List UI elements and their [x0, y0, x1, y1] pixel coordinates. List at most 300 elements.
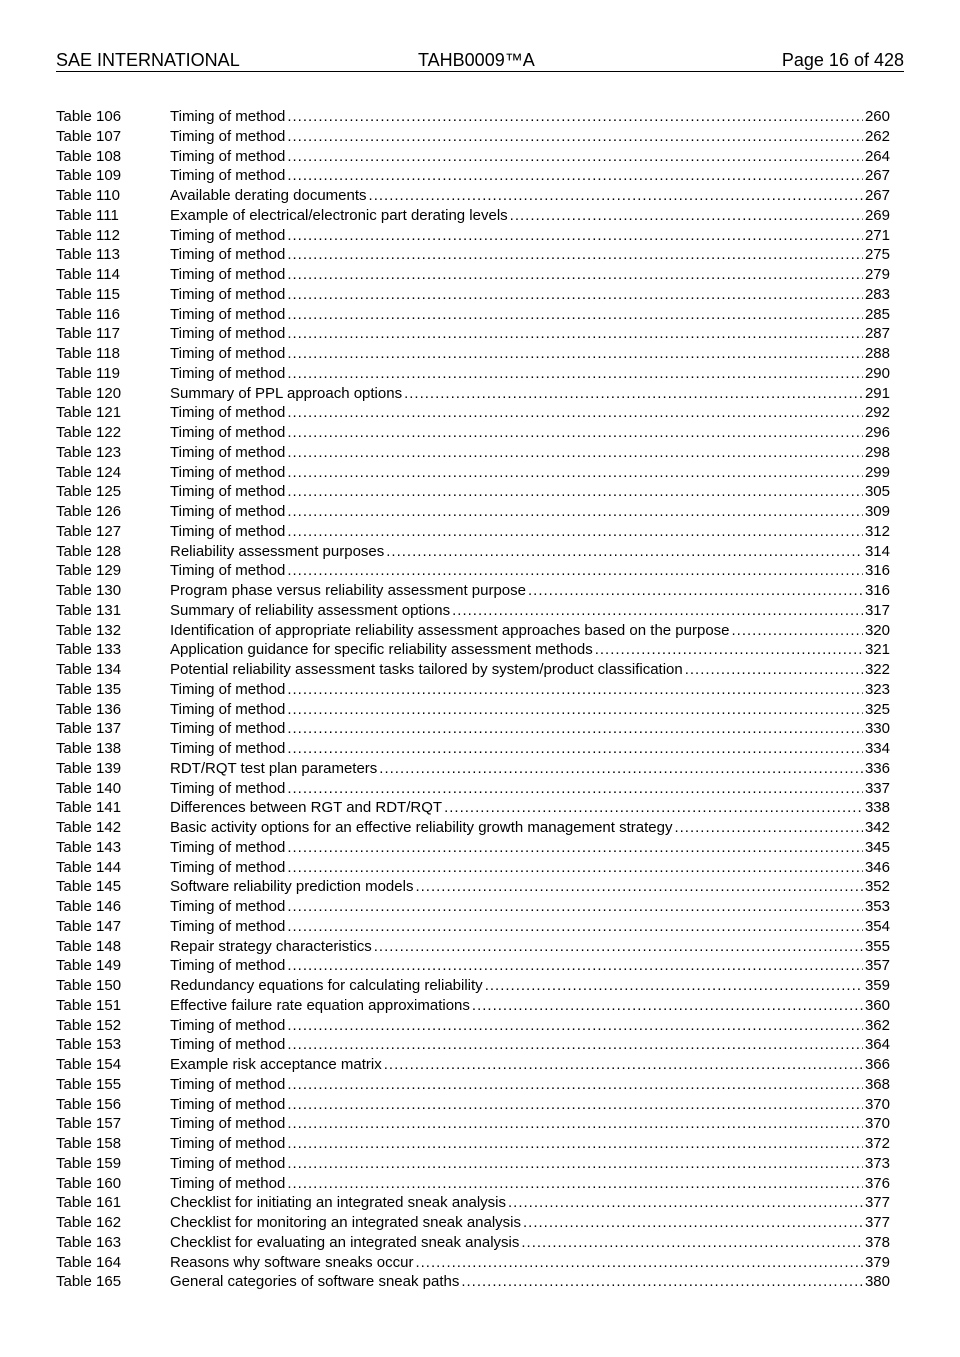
entry-title-line	[170, 877, 865, 897]
page-number: Page 16 of 428	[781, 50, 904, 70]
dot-leader	[415, 1253, 863, 1273]
table-title: Timing of method	[170, 779, 286, 797]
toc-entry[interactable]	[56, 423, 890, 443]
table-number: Table 144	[56, 858, 122, 876]
table-number: Table 156	[56, 1095, 122, 1113]
entry-title-line	[170, 1035, 865, 1055]
page-ref: 320	[864, 621, 890, 639]
toc-entry[interactable]	[56, 127, 890, 147]
entry-title-line	[170, 265, 865, 285]
dot-leader	[732, 621, 863, 641]
page-ref: 373	[864, 1154, 890, 1172]
page-ref: 288	[864, 345, 890, 362]
toc-entry[interactable]	[56, 403, 890, 423]
toc-entry[interactable]	[56, 226, 890, 246]
dot-leader	[287, 127, 863, 147]
table-number: Table 108	[56, 147, 122, 165]
toc-entry[interactable]	[56, 561, 890, 581]
table-number: Table 137	[56, 720, 122, 738]
table-title: Effective failure rate equation approximations	[170, 996, 470, 1014]
entry-title-line	[170, 305, 865, 325]
dot-leader	[287, 522, 863, 542]
page-ref: 368	[864, 1075, 890, 1093]
table-number: Table 113	[56, 246, 120, 264]
page-ref: 380	[864, 1273, 890, 1291]
toc-entry[interactable]	[56, 463, 890, 483]
table-number: Table 111	[56, 206, 119, 224]
entry-title-line	[170, 285, 865, 305]
dot-leader	[287, 305, 863, 325]
table-title: Reasons why software sneaks occur	[170, 1253, 414, 1271]
table-title: Timing of method	[170, 1154, 286, 1172]
entry-title-line	[170, 779, 865, 799]
dot-leader	[369, 186, 863, 206]
table-title: Timing of method	[170, 305, 286, 323]
page-ref: 271	[864, 226, 890, 244]
entry-title-line	[170, 1055, 865, 1075]
table-title: Reliability assessment purposes	[170, 542, 385, 560]
entry-title-line	[170, 739, 865, 759]
dot-leader	[287, 1114, 863, 1134]
page-ref: 316	[864, 562, 890, 580]
dot-leader	[287, 324, 863, 344]
dot-leader	[485, 976, 863, 996]
page-ref: 346	[864, 858, 890, 876]
page-ref: 305	[864, 483, 890, 501]
page-ref: 377	[864, 1214, 890, 1231]
toc-entry[interactable]	[56, 581, 890, 601]
dot-leader	[287, 245, 863, 265]
toc-entry[interactable]	[56, 166, 890, 186]
toc-entry[interactable]	[56, 937, 890, 957]
table-title: Timing of method	[170, 404, 286, 422]
table-number: Table 139	[56, 759, 122, 777]
page-ref: 260	[864, 108, 890, 125]
page-ref: 275	[864, 246, 890, 264]
table-title: Timing of method	[170, 858, 286, 876]
toc-entry[interactable]	[56, 917, 890, 937]
table-number: Table 119	[56, 364, 120, 382]
dot-leader	[287, 897, 863, 917]
entry-title-line	[170, 621, 865, 641]
page-ref: 298	[864, 443, 890, 461]
table-title: Timing of method	[170, 364, 286, 382]
page-ref: 330	[864, 720, 890, 738]
dot-leader	[287, 423, 863, 443]
toc-entry[interactable]	[56, 640, 890, 660]
table-number: Table 128	[56, 542, 122, 560]
toc-entry[interactable]	[56, 1075, 890, 1095]
toc-entry[interactable]	[56, 1016, 890, 1036]
page-ref: 378	[864, 1233, 890, 1251]
table-number: Table 155	[56, 1075, 122, 1093]
dot-leader	[287, 344, 863, 364]
page-ref: 370	[864, 1115, 890, 1133]
table-title: Timing of method	[170, 1095, 286, 1113]
entry-title-line	[170, 897, 865, 917]
dot-leader	[287, 739, 863, 759]
table-title: Timing of method	[170, 1174, 286, 1192]
table-number: Table 158	[56, 1135, 122, 1152]
toc-entry[interactable]	[56, 443, 890, 463]
page-ref: 360	[864, 996, 890, 1014]
table-title: Basic activity options for an effective reliability growth management strategy	[170, 819, 673, 836]
toc-entry[interactable]	[56, 522, 890, 542]
toc-entry[interactable]	[56, 1114, 890, 1134]
dot-leader	[287, 443, 863, 463]
page-ref: 317	[864, 601, 890, 619]
table-title: Timing of method	[170, 483, 286, 501]
toc-entry[interactable]	[56, 384, 890, 404]
toc-entry[interactable]	[56, 779, 890, 799]
dot-leader	[287, 1174, 863, 1194]
page-ref: 285	[864, 305, 890, 323]
entry-title-line	[170, 502, 865, 522]
toc-entry[interactable]	[56, 897, 890, 917]
entry-title-line	[170, 1233, 865, 1253]
page-ref: 279	[864, 266, 890, 283]
toc-entry[interactable]	[56, 324, 890, 344]
entry-title-line	[170, 107, 865, 127]
page-ref: 325	[864, 700, 890, 718]
entry-title-line	[170, 1095, 865, 1115]
table-title: Timing of method	[170, 147, 286, 165]
toc-entry[interactable]	[56, 1095, 890, 1115]
dot-leader	[379, 759, 863, 779]
dot-leader	[287, 482, 863, 502]
table-number: Table 107	[56, 127, 122, 145]
entry-title-line	[170, 403, 865, 423]
entry-title-line	[170, 1016, 865, 1036]
table-title: Checklist for evaluating an integrated sneak analysis	[170, 1233, 520, 1251]
toc-entry[interactable]	[56, 838, 890, 858]
page-ref: 379	[864, 1253, 890, 1271]
toc-entry[interactable]	[56, 680, 890, 700]
toc-entry[interactable]	[56, 265, 890, 285]
table-number: Table 106	[56, 108, 122, 125]
entry-title-line	[170, 858, 865, 878]
table-title: Timing of method	[170, 957, 286, 975]
toc-entry[interactable]	[56, 1213, 890, 1233]
toc-entry[interactable]	[56, 542, 890, 562]
page-ref: 353	[864, 898, 890, 915]
toc-entry[interactable]	[56, 364, 890, 384]
dot-leader	[521, 1233, 863, 1253]
toc-entry[interactable]	[56, 996, 890, 1016]
page-ref: 269	[864, 206, 890, 224]
page-ref: 287	[864, 325, 890, 343]
dot-leader	[452, 601, 863, 621]
table-title: RDT/RQT test plan parameters	[170, 759, 378, 777]
table-number: Table 153	[56, 1036, 122, 1054]
table-number: Table 129	[56, 562, 122, 580]
table-number: Table 124	[56, 463, 122, 481]
entry-title-line	[170, 917, 865, 937]
toc-entry[interactable]	[56, 877, 890, 897]
page-ref: 314	[864, 542, 890, 560]
table-number: Table 164	[56, 1253, 122, 1271]
table-number: Table 126	[56, 503, 122, 520]
entry-title-line	[170, 680, 865, 700]
table-title: Timing of method	[170, 226, 286, 244]
table-number: Table 165	[56, 1273, 122, 1291]
dot-leader	[384, 1055, 863, 1075]
table-number: Table 136	[56, 700, 122, 718]
entry-title-line	[170, 937, 865, 957]
table-number: Table 115	[56, 285, 120, 303]
page-ref: 262	[864, 127, 890, 145]
entry-title-line	[170, 245, 865, 265]
table-title: Application guidance for specific reliability assessment methods	[170, 641, 593, 659]
toc-entry[interactable]	[56, 245, 890, 265]
page-ref: 309	[864, 503, 890, 520]
table-number: Table 132	[56, 621, 122, 639]
page-ref: 264	[864, 147, 890, 165]
table-number: Table 140	[56, 779, 122, 797]
toc-entry[interactable]	[56, 285, 890, 305]
dot-leader	[528, 581, 863, 601]
table-title: Timing of method	[170, 266, 286, 283]
table-number: Table 152	[56, 1016, 122, 1034]
entry-title-line	[170, 344, 865, 364]
page-ref: 321	[864, 641, 890, 659]
page-ref: 323	[864, 680, 890, 698]
entry-title-line	[170, 996, 865, 1016]
page-ref: 316	[864, 582, 890, 599]
dot-leader	[595, 640, 863, 660]
dot-leader	[287, 561, 863, 581]
page-ref: 290	[864, 364, 890, 382]
dot-leader	[287, 917, 863, 937]
table-title: Timing of method	[170, 1115, 286, 1133]
table-title: Timing of method	[170, 720, 286, 738]
table-title: Differences between RGT and RDT/RQT	[170, 799, 443, 817]
toc-entry[interactable]	[56, 621, 890, 641]
dot-leader	[287, 700, 863, 720]
entry-title-line	[170, 206, 865, 226]
entry-title-line	[170, 956, 865, 976]
entry-title-line	[170, 1174, 865, 1194]
table-number: Table 147	[56, 917, 122, 935]
dot-leader	[287, 226, 863, 246]
dot-leader	[287, 1016, 863, 1036]
entry-title-line	[170, 226, 865, 246]
entry-title-line	[170, 1253, 865, 1273]
table-number: Table 162	[56, 1214, 122, 1231]
page-ref: 334	[864, 740, 890, 757]
toc-entry[interactable]	[56, 482, 890, 502]
entry-title-line	[170, 838, 865, 858]
toc-entry[interactable]	[56, 1035, 890, 1055]
table-number: Table 133	[56, 641, 122, 659]
table-title: Program phase versus reliability assessment purpose	[170, 582, 526, 599]
page-ref: 362	[864, 1016, 890, 1034]
table-number: Table 160	[56, 1174, 122, 1192]
toc-entry[interactable]	[56, 759, 890, 779]
toc-entry[interactable]	[56, 976, 890, 996]
entry-title-line	[170, 798, 865, 818]
dot-leader	[287, 364, 863, 384]
dot-leader	[287, 502, 863, 522]
table-number: Table 134	[56, 661, 122, 678]
table-title: Checklist for monitoring an integrated sneak analysis	[170, 1214, 522, 1231]
table-title: Identification of appropriate reliability assessment approaches based on the purpose	[170, 621, 730, 639]
toc-entry[interactable]	[56, 1272, 890, 1292]
page-ref: 267	[864, 187, 890, 204]
page-ref: 338	[864, 799, 890, 817]
table-title: Software reliability prediction models	[170, 878, 414, 896]
dot-leader	[461, 1272, 863, 1292]
toc-entry[interactable]	[56, 700, 890, 720]
entry-title-line	[170, 640, 865, 660]
entry-title-line	[170, 147, 865, 167]
toc-entry[interactable]	[56, 107, 890, 127]
dot-leader	[523, 1213, 863, 1233]
table-title: Timing of method	[170, 898, 286, 915]
toc-entry[interactable]	[56, 818, 890, 838]
table-number: Table 151	[56, 996, 122, 1014]
entry-title-line	[170, 601, 865, 621]
entry-title-line	[170, 186, 865, 206]
table-number: Table 117	[56, 325, 120, 343]
dot-leader	[287, 779, 863, 799]
dot-leader	[404, 384, 863, 404]
entry-title-line	[170, 384, 865, 404]
table-number: Table 161	[56, 1194, 122, 1212]
toc-entry[interactable]	[56, 147, 890, 167]
table-number: Table 116	[56, 305, 120, 323]
table-title: Timing of method	[170, 838, 286, 856]
dot-leader	[386, 542, 863, 562]
table-number: Table 145	[56, 878, 122, 896]
table-title: Available derating documents	[170, 187, 367, 204]
entry-title-line	[170, 660, 865, 680]
table-title: Checklist for initiating an integrated sneak analysis	[170, 1194, 507, 1212]
table-number: Table 141	[56, 799, 122, 817]
table-title: Timing of method	[170, 740, 286, 757]
toc-entry[interactable]	[56, 1154, 890, 1174]
dot-leader	[287, 285, 863, 305]
dot-leader	[287, 1075, 863, 1095]
page-ref: 352	[864, 878, 890, 896]
page-ref: 370	[864, 1095, 890, 1113]
dot-leader	[444, 798, 863, 818]
table-title: Timing of method	[170, 127, 286, 145]
page-ref: 267	[864, 167, 890, 185]
dot-leader	[287, 265, 863, 285]
toc-entry[interactable]	[56, 858, 890, 878]
table-title: Repair strategy characteristics	[170, 937, 372, 955]
table-title: Timing of method	[170, 424, 286, 441]
table-title: Timing of method	[170, 1075, 286, 1093]
entry-title-line	[170, 324, 865, 344]
dot-leader	[287, 838, 863, 858]
page-ref: 359	[864, 977, 890, 994]
table-number: Table 125	[56, 483, 122, 501]
toc-entry[interactable]	[56, 1055, 890, 1075]
page-ref: 283	[864, 285, 890, 303]
dot-leader	[287, 166, 863, 186]
page-header	[56, 49, 904, 72]
table-title: Timing of method	[170, 680, 286, 698]
dot-leader	[287, 680, 863, 700]
page-ref: 337	[864, 779, 890, 797]
table-title: Example of electrical/electronic part derating levels	[170, 206, 508, 224]
table-title: Redundancy equations for calculating reliability	[170, 977, 483, 994]
table-number: Table 148	[56, 937, 122, 955]
table-number: Table 143	[56, 838, 122, 856]
table-title: Timing of method	[170, 522, 286, 540]
table-title: Example risk acceptance matrix	[170, 1056, 382, 1073]
entry-title-line	[170, 759, 865, 779]
toc-entry[interactable]	[56, 206, 890, 226]
table-title: Timing of method	[170, 345, 286, 362]
organization-name: SAE INTERNATIONAL	[56, 50, 240, 70]
table-number: Table 157	[56, 1115, 122, 1133]
toc-entry[interactable]	[56, 956, 890, 976]
toc-entry[interactable]	[56, 1134, 890, 1154]
toc-entry[interactable]	[56, 1193, 890, 1213]
toc-entry[interactable]	[56, 186, 890, 206]
entry-title-line	[170, 522, 865, 542]
page-ref: 355	[864, 937, 890, 955]
dot-leader	[685, 660, 863, 680]
table-title: Timing of method	[170, 108, 286, 125]
entry-title-line	[170, 561, 865, 581]
table-number: Table 123	[56, 443, 122, 461]
table-number: Table 120	[56, 384, 122, 402]
dot-leader	[287, 1134, 863, 1154]
entry-title-line	[170, 1134, 865, 1154]
table-number: Table 127	[56, 522, 122, 540]
toc-entry[interactable]	[56, 344, 890, 364]
dot-leader	[508, 1193, 863, 1213]
table-title: Timing of method	[170, 562, 286, 580]
entry-title-line	[170, 1272, 865, 1292]
page-ref: 291	[864, 384, 890, 402]
table-title: General categories of software sneak paths	[170, 1273, 460, 1291]
table-number: Table 131	[56, 601, 122, 619]
toc-entry[interactable]	[56, 739, 890, 759]
toc-entry[interactable]	[56, 502, 890, 522]
entry-title-line	[170, 976, 865, 996]
toc-entry[interactable]	[56, 798, 890, 818]
table-title: Potential reliability assessment tasks tailored by system/product classification	[170, 661, 683, 678]
table-title: Timing of method	[170, 700, 286, 718]
toc-entry[interactable]	[56, 719, 890, 739]
table-number: Table 110	[56, 187, 120, 204]
page-ref: 372	[864, 1135, 890, 1152]
table-title: Timing of method	[170, 917, 286, 935]
page-ref: 345	[864, 838, 890, 856]
table-title: Timing of method	[170, 503, 286, 520]
table-number: Table 114	[56, 266, 120, 283]
table-number: Table 112	[56, 226, 120, 244]
toc-entry[interactable]	[56, 660, 890, 680]
toc-entry[interactable]	[56, 1253, 890, 1273]
toc-entry[interactable]	[56, 1174, 890, 1194]
table-number: Table 122	[56, 424, 122, 441]
toc-entry[interactable]	[56, 601, 890, 621]
entry-title-line	[170, 127, 865, 147]
entry-title-line	[170, 542, 865, 562]
toc-entry[interactable]	[56, 305, 890, 325]
entry-title-line	[170, 443, 865, 463]
toc-entry[interactable]	[56, 1233, 890, 1253]
table-title: Timing of method	[170, 443, 286, 461]
table-title: Timing of method	[170, 463, 286, 481]
dot-leader	[287, 403, 863, 423]
